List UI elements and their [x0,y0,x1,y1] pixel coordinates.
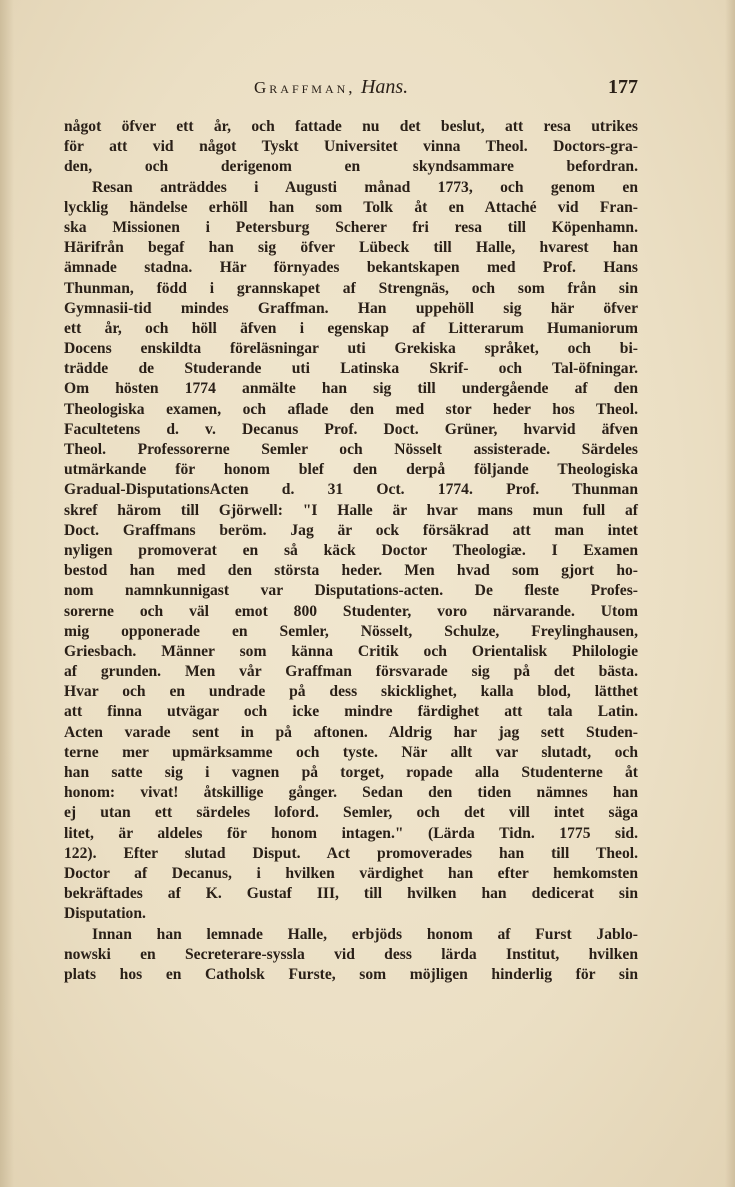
page-header [64,76,638,102]
text-line: Theol. Professorerne Semler och Nösselt assisterade. Särdeles [64,441,638,458]
text-line: bestod han med den största heder. Men hvad som gjort ho- [64,562,638,580]
text-line: Acten varade sent in på aftonen. Aldrig har jag sett Studen- [64,723,638,741]
text-line: plats hos en Catholsk Furste, som möjligen hinderlig för sin [64,965,638,983]
text-line: ämnade stadna. Här förnyades bekantskapen med Prof. Hans [64,259,638,277]
text-line: litet, är aldeles för honom intagen." (Lärda Tidn. 1775 sid. [64,824,638,842]
text-line: ett år, och höll äfven i egenskap af Litterarum Humaniorum [64,319,638,337]
page-edge-shadow-right [725,0,735,1187]
text-line: Disputation. [64,905,146,923]
text-line: nowski en Secreterare-syssla vid dess lärda Institut, hvilken [64,945,638,963]
text-line: Om hösten 1774 anmälte han sig till undergående af den [64,380,638,398]
text-line: honom: vivat! åtskillige gånger. Sedan den tiden nämnes han [64,784,638,802]
text-line: Resan anträddes i Augusti månad 1773, och genom en [92,178,638,196]
text-line: för att vid något Tyskt Universitet vinna Theol. Doctors-gra- [64,138,638,156]
text-line: af grunden. Men vår Graffman försvarade sig på det bästa. [64,663,638,681]
text-line: Doct. Graffmans beröm. Jag är ock försäkrad att man intet [64,521,638,539]
text-line: bekräftades af K. Gustaf III, till hvilken han dedicerat sin [64,885,638,903]
text-line: trädde de Studerande uti Latinska Skrif- och Tal-öfningar. [64,360,638,378]
text-line: mig opponerade en Semler, Nösselt, Schulze, Freylinghausen, [64,622,638,640]
text-line: att finna utvägar och icke mindre färdighet att tala Latin. [64,703,638,721]
text-line: den, och derigenom en skyndsammare befordran. [64,158,638,176]
text-line: ska Missionen i Petersburg Scherer fri resa till Köpenhamn. [64,218,638,236]
running-head [254,76,408,99]
text-line: terne mer upmärksamme och tyste. När allt var slutadt, och [64,743,638,761]
text-line: Facultetens d. v. Decanus Prof. Doct. Grüner, hvarvid äfven [64,420,638,438]
text-line: Hvar och en undrade på dess skicklighet, kalla blod, lätthet [64,683,638,701]
body-text [64,117,638,985]
text-line: Doctor af Decanus, i hvilken värdighet han efter hemkomsten [64,864,638,882]
text-line: Griesbach. Männer som känna Critik och Orientalisk Philologie [64,642,638,660]
text-line: skref härom till Gjörwell: "I Halle är hvar mans mun full af [64,501,638,519]
text-line: utmärkande för honom blef den derpå följande Theologiska [64,461,638,479]
page-edge-shadow-left [0,0,14,1187]
text-line: Härifrån begaf han sig öfver Lübeck till Halle, hvarest han [64,239,638,257]
text-line: sorerne och väl emot 800 Studenter, voro närvarande. Utom [64,602,638,620]
text-line: Innan han lemnade Halle, erbjöds honom af Furst Jablo- [92,925,638,943]
running-head-surname: Graffman, [254,78,356,97]
running-head-given-name: Hans. [360,76,409,98]
text-line: han satte sig i vagnen på torget, ropade alla Studenterne åt [64,764,638,781]
text-line: något öfver ett år, och fattade nu det beslut, att resa utrikes [64,118,638,135]
text-line: Docens enskildta föreläsningar uti Grekiska språket, och bi- [64,340,638,358]
text-line: Thunman, född i grannskapet af Strengnäs, och som från sin [64,279,638,297]
page-number: 177 [608,76,638,98]
text-line: Gymnasii-tid mindes Graffman. Han uppehöll sig här öfver [64,299,638,317]
text-line: nom namnkunnigast var Disputations-acten. De fleste Profes- [64,582,638,600]
text-line: Theologiska examen, och aflade den med stor heder hos Theol. [64,400,638,418]
text-line: ej utan ett särdeles loford. Semler, och det vill intet säga [64,804,638,822]
text-line: 122). Efter slutad Disput. Act promoverades han till Theol. [64,844,638,862]
text-line: lycklig händelse erhöll han som Tolk åt en Attaché vid Fran- [64,198,638,216]
text-line: nyligen promoverat en så käck Doctor Theologiæ. I Examen [64,541,638,559]
text-line: Gradual-DisputationsActen d. 31 Oct. 1774. Prof. Thunman [64,481,638,499]
